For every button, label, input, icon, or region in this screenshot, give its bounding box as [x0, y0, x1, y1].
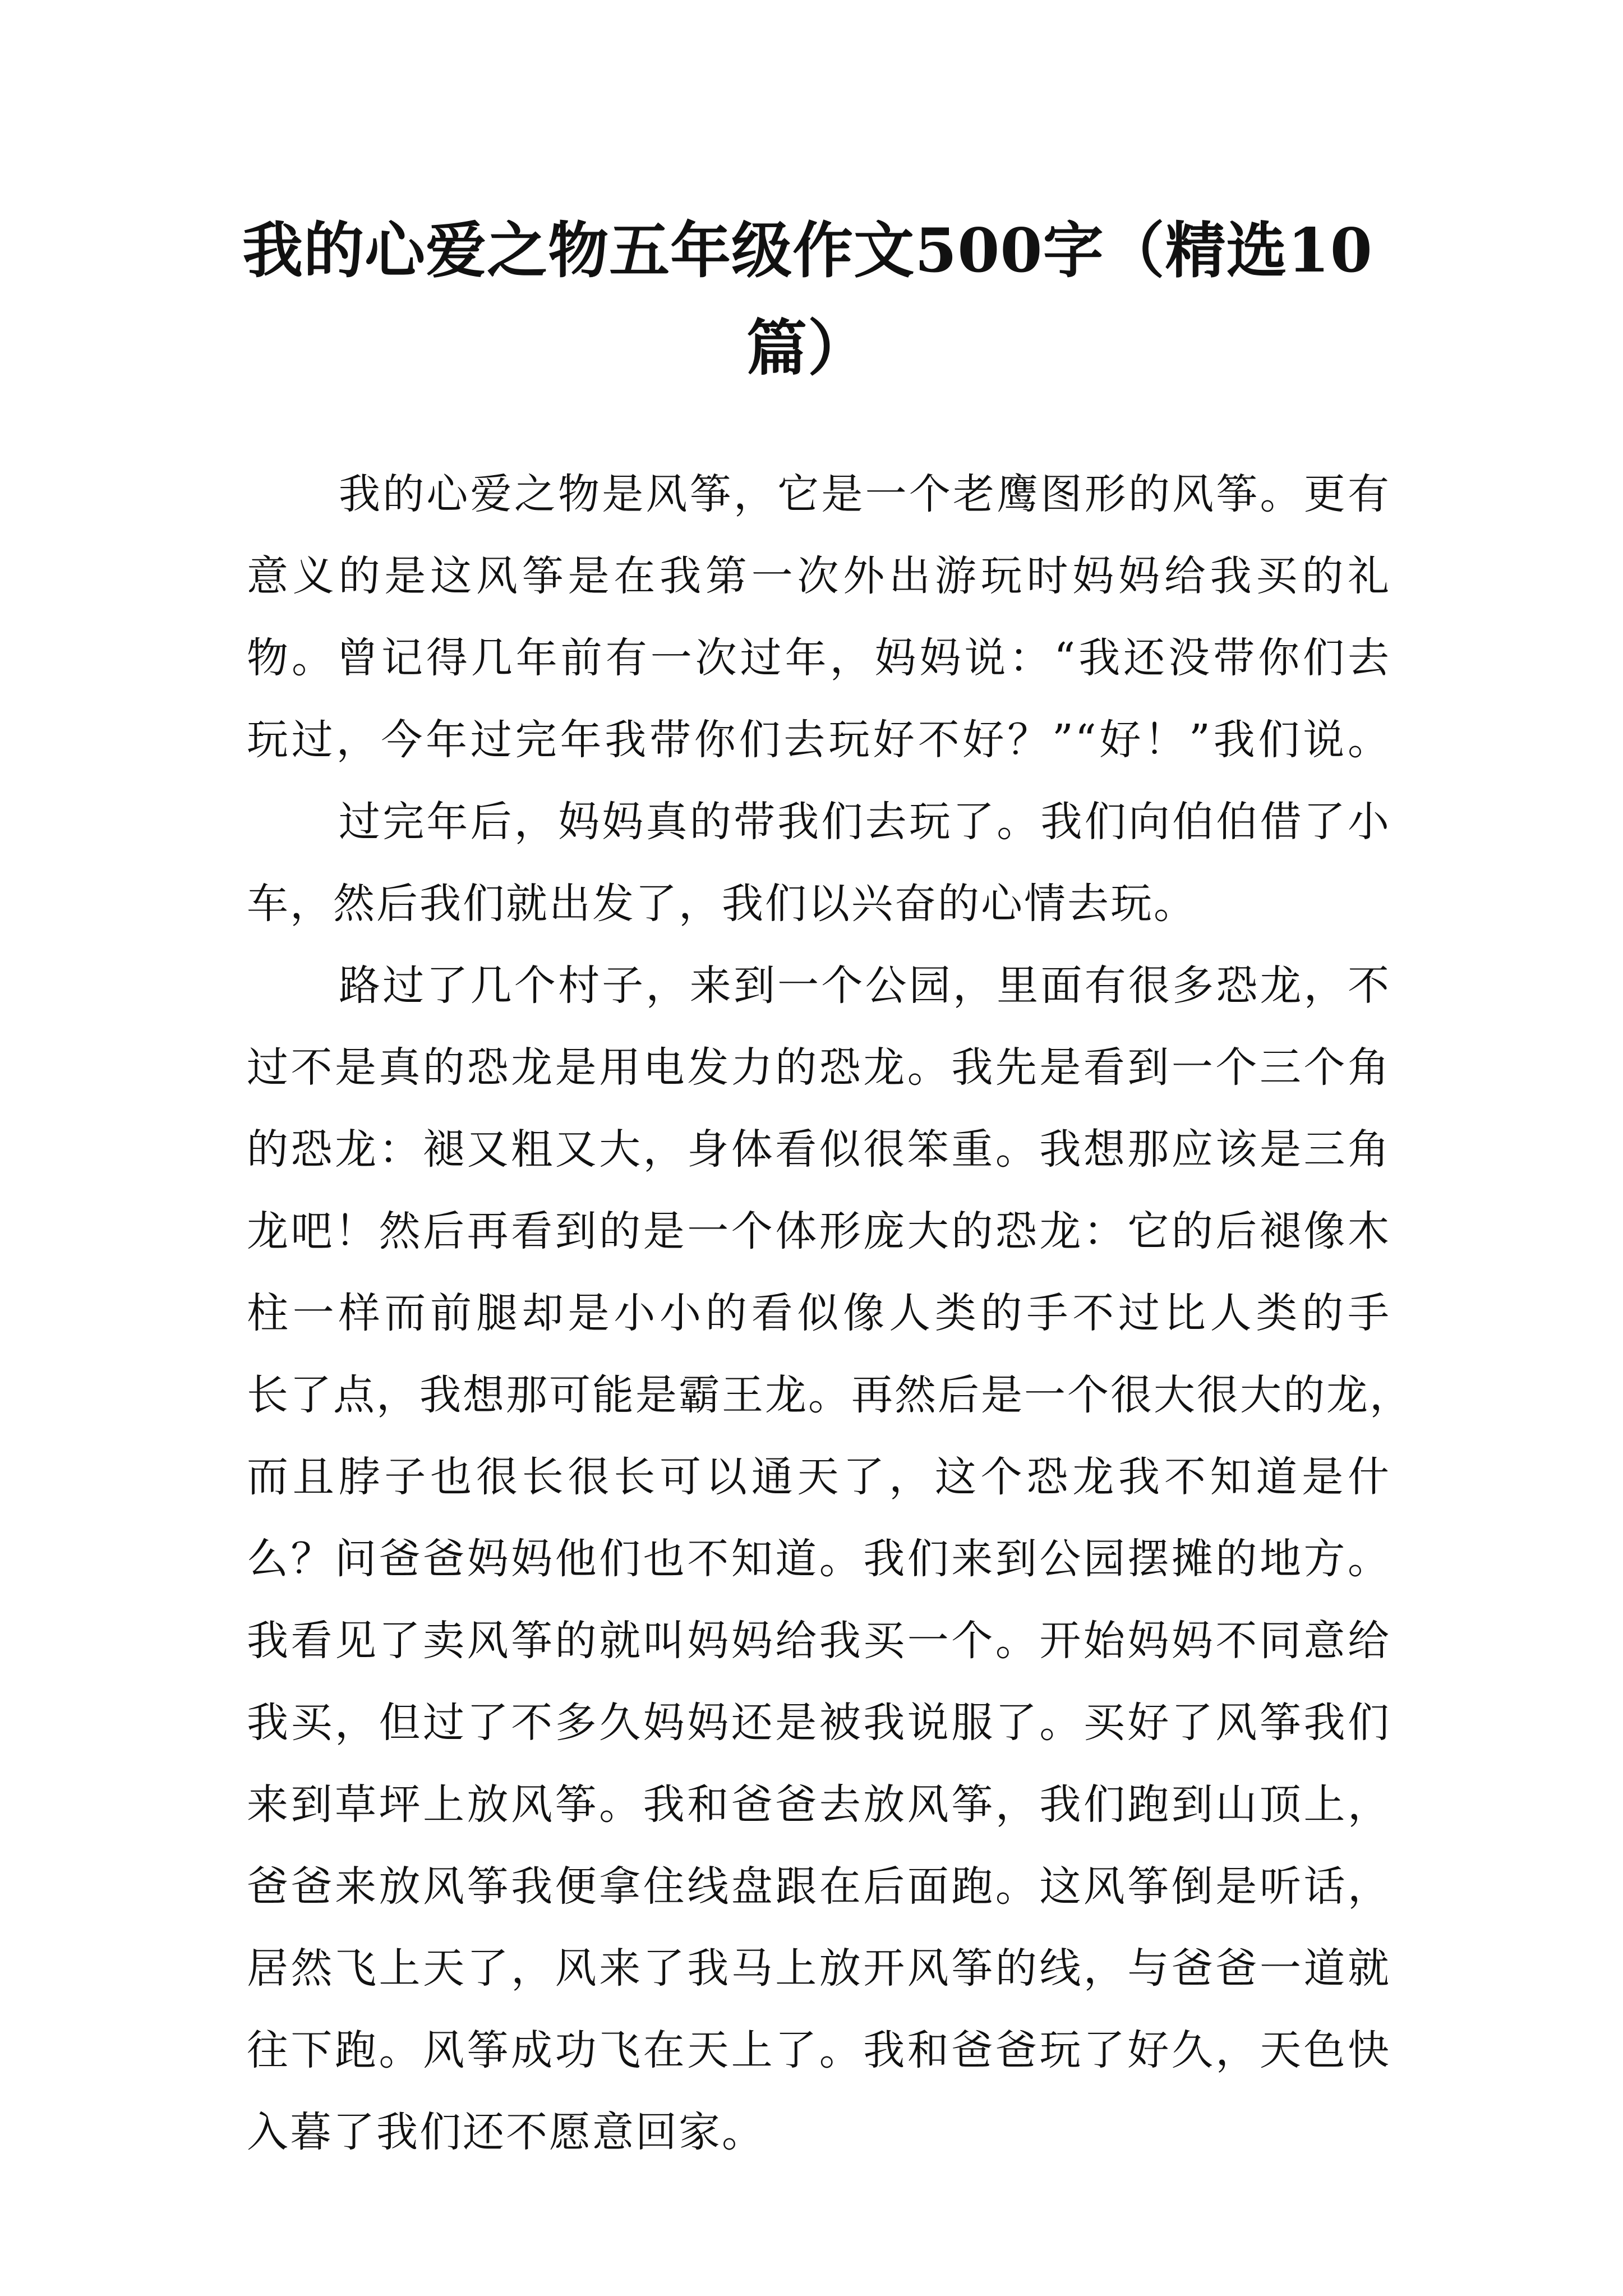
- text-line: 意义的是这风筝是在我第一次外出游玩时妈妈给我买的礼: [247, 552, 1391, 600]
- title-line: 我的心爱之物五年级作文500字（精选10: [242, 215, 1373, 286]
- text-line: 我看见了卖风筝的就叫妈妈给我买一个。开始妈妈不同意给: [247, 1617, 1391, 1665]
- text-line: 过不是真的恐龙是用电发力的恐龙。我先是看到一个三个角: [247, 1043, 1391, 1092]
- text-line: 柱一样而前腿却是小小的看似像人类的手不过比人类的手: [247, 1289, 1391, 1337]
- text-line: 车，然后我们就出发了，我们以兴奋的心情去玩。: [247, 880, 1197, 928]
- text-line: 入暮了我们还不愿意回家。: [247, 2108, 765, 2156]
- text-line: 而且脖子也很长很长可以通天了，这个恐龙我不知道是什: [247, 1453, 1391, 1501]
- text-line: 过完年后，妈妈真的带我们去玩了。我们向伯伯借了小: [339, 798, 1391, 846]
- text-line: 往下跑。风筝成功飞在天上了。我和爸爸玩了好久，天色快: [247, 2026, 1391, 2074]
- text-line: 么？问爸爸妈妈他们也不知道。我们来到公园摆摊的地方。: [247, 1535, 1391, 1583]
- text-line: 玩过，今年过完年我带你们去玩好不好？”“好！”我们说。: [247, 716, 1391, 764]
- text-line: 龙吧！然后再看到的是一个体形庞大的恐龙：它的后褪像木: [247, 1207, 1391, 1255]
- text-line: 的恐龙：褪又粗又大，身体看似很笨重。我想那应该是三角: [247, 1125, 1391, 1174]
- document-title: [241, 202, 1374, 397]
- text-line: 居然飞上天了，风来了我马上放开风筝的线，与爸爸一道就: [247, 1944, 1391, 1993]
- essay-body: [247, 453, 1413, 2173]
- text-line: 我买，但过了不多久妈妈还是被我说服了。买好了风筝我们: [247, 1699, 1391, 1747]
- text-line: 我的心爱之物是风筝，它是一个老鹰图形的风筝。更有: [339, 470, 1391, 518]
- text-line: 爸爸来放风筝我便拿住线盘跟在后面跑。这风筝倒是听话，: [247, 1862, 1391, 1911]
- text-line: 来到草坪上放风筝。我和爸爸去放风筝，我们跑到山顶上，: [247, 1780, 1391, 1829]
- text-line: 路过了几个村子，来到一个公园，里面有很多恐龙，不: [339, 961, 1391, 1010]
- text-line: 物。曾记得几年前有一次过年，妈妈说：“我还没带你们去: [247, 634, 1391, 682]
- title-line: 篇）: [746, 313, 869, 384]
- text-line: 长了点，我想那可能是霸王龙。再然后是一个很大很大的龙，: [247, 1371, 1413, 1419]
